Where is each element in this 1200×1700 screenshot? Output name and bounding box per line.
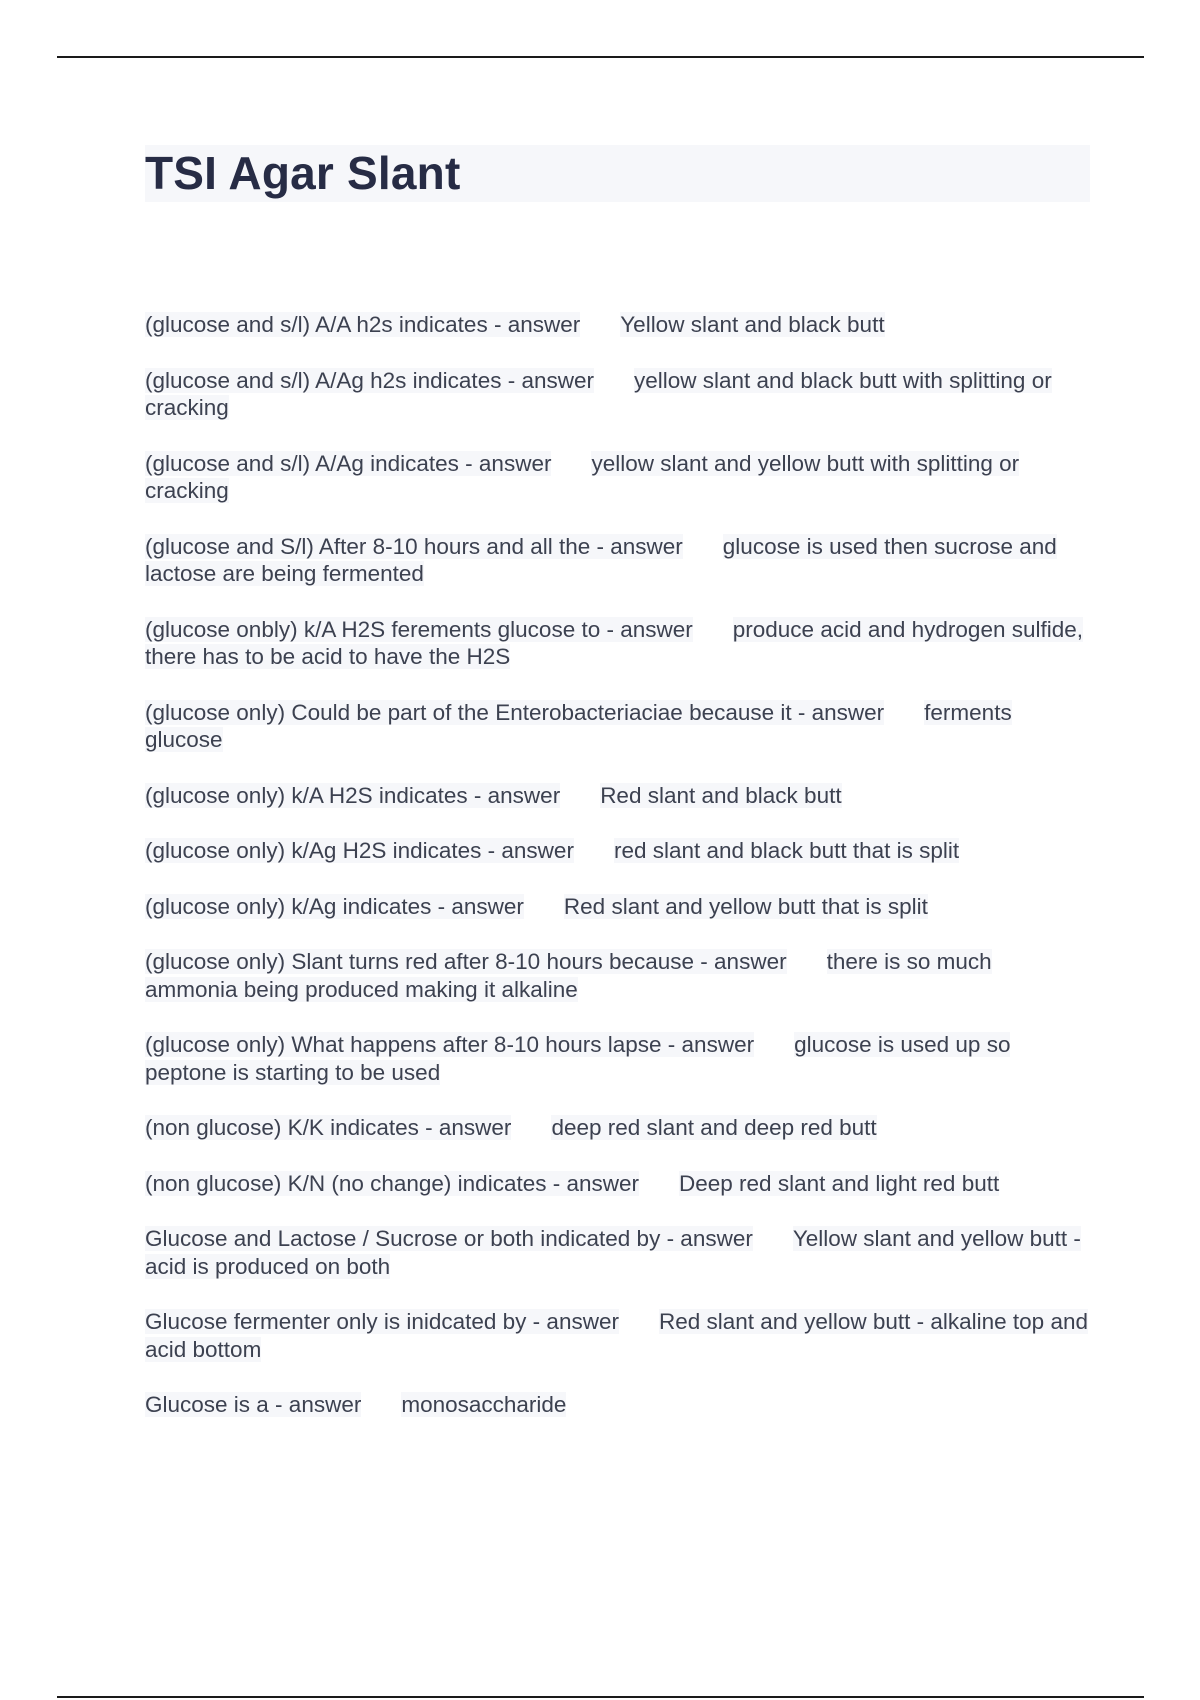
answer-text: red slant and black butt that is split (613, 838, 960, 863)
answer-text: Red slant and black butt (600, 782, 842, 808)
question-text: (glucose only) k/A H2S indicates - answer (145, 782, 561, 808)
answer-text: ferments glucose (145, 699, 1012, 752)
answer-text: there is so much ammonia being produced making it alkaline (145, 949, 992, 1002)
page-title: TSI Agar Slant (145, 147, 461, 199)
question-text: (non glucose) K/K indicates - answer (145, 1115, 512, 1140)
answer-text: Yellow slant and black butt (620, 312, 885, 337)
question-text: (glucose only) What happens after 8-10 hours lapse - answer (145, 1032, 755, 1057)
question-text: (glucose only) Could be part of the Enterobacteriaciae because it - answer (145, 699, 885, 725)
qa-item (145, 893, 1090, 921)
qa-item (145, 367, 1090, 422)
qa-list (145, 311, 1090, 1447)
answer-text: Yellow slant and yellow butt - acid is produced on both (145, 1226, 1081, 1279)
answer-text: deep red slant and deep red butt (551, 1115, 877, 1140)
answer-text: glucose is used then sucrose and lactose are being fermented (145, 533, 1057, 586)
question-text: (glucose and s/l) A/A h2s indicates - answer (145, 312, 581, 337)
question-text: (glucose only) k/Ag H2S indicates - answer (145, 838, 574, 863)
answer-text: yellow slant and yellow butt with splitting or cracking (145, 450, 1020, 503)
question-text: (glucose and s/l) A/Ag indicates - answer (145, 450, 552, 476)
qa-item (145, 948, 1090, 1003)
qa-item (145, 616, 1090, 671)
qa-item (145, 533, 1090, 588)
question-text: Glucose and Lactose / Sucrose or both indicated by - answer (145, 1226, 753, 1251)
question-text: (glucose and s/l) A/Ag h2s indicates - answer (145, 367, 594, 393)
top-rule (57, 56, 1144, 58)
qa-item (145, 311, 1090, 339)
question-text: (glucose only) Slant turns red after 8-10 hours because - answer (145, 949, 787, 974)
qa-item (145, 1031, 1090, 1086)
question-text: Glucose is a - answer (145, 1392, 362, 1417)
qa-item (145, 782, 1090, 810)
answer-text: produce acid and hydrogen sulfide, there has to be acid to have the H2S (145, 616, 1084, 669)
question-text: (non glucose) K/N (no change) indicates - answer (145, 1170, 640, 1196)
qa-item (145, 1391, 1090, 1419)
qa-item (145, 1225, 1090, 1280)
question-text: (glucose onbly) k/A H2S ferements glucose to - answer (145, 616, 693, 642)
qa-item (145, 450, 1090, 505)
qa-item (145, 699, 1090, 754)
question-text: (glucose only) k/Ag indicates - answer (145, 893, 524, 919)
qa-item (145, 1114, 1090, 1142)
answer-text: Deep red slant and light red butt (679, 1170, 1000, 1196)
bottom-rule (57, 1696, 1144, 1698)
answer-text: glucose is used up so peptone is starting to be used (145, 1032, 1011, 1085)
qa-item (145, 837, 1090, 865)
qa-item (145, 1308, 1090, 1363)
qa-item (145, 1170, 1090, 1198)
answer-text: Red slant and yellow butt that is split (563, 893, 928, 919)
answer-text: monosaccharide (401, 1392, 567, 1417)
answer-text: Red slant and yellow butt - alkaline top and acid bottom (145, 1309, 1088, 1362)
question-text: (glucose and S/l) After 8-10 hours and all the - answer (145, 533, 683, 559)
answer-text: yellow slant and black butt with splitting or cracking (145, 367, 1052, 420)
question-text: Glucose fermenter only is inidcated by - answer (145, 1309, 619, 1334)
